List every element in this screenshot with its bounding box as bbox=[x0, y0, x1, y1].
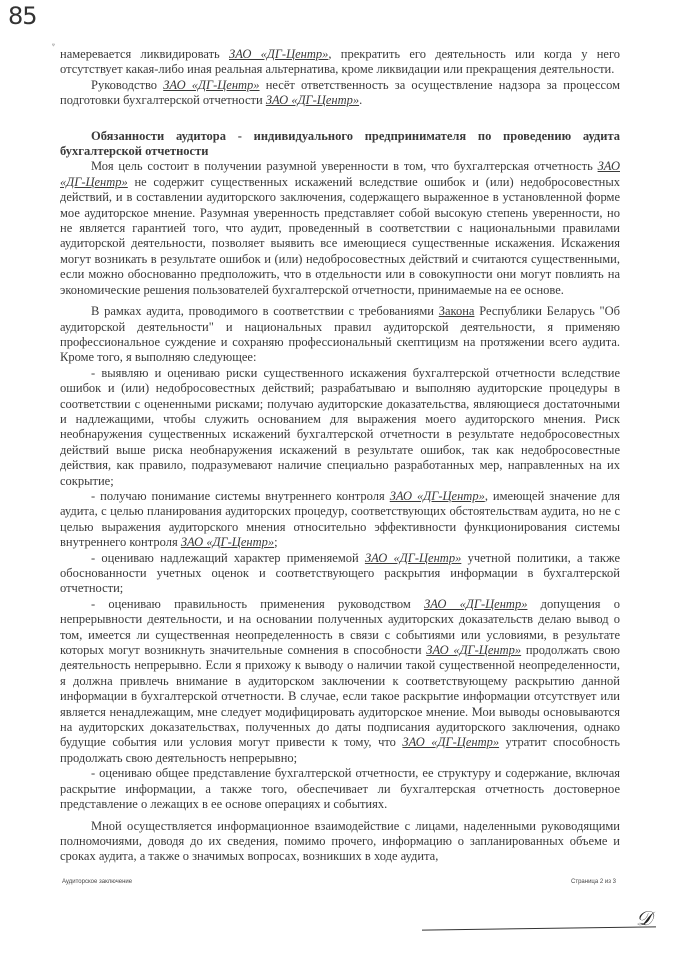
paragraph-audit-scope: В рамках аудита, проводимого в соответствии с требованиями Закона Республики Беларусь "Об аудиторской деятельности" и национальных правил аудиторской деятельности, я применяю профессиональное суждение и сохраняю профессиональный скептицизм на протяжении всего аудита. Кроме того, я выполняю следующее: bbox=[60, 304, 621, 365]
company-name: ЗАО «ДГ-Центр» bbox=[229, 47, 329, 61]
law-link[interactable]: Закона bbox=[438, 304, 475, 319]
footer-document-title: Аудиторское заключение bbox=[62, 879, 133, 885]
bullet-risk-assessment: - выявляю и оцениваю риски существенного искажения бухгалтерской отчетности вследствие ошибок и (или) недобросовестных действий; разрабатываю и выполняю аудиторские процедуры в соответствии с оцененными рисками; получаю аудиторские доказательства, являющиеся достаточными и надлежащими, чтобы служить основанием для выражения моего аудиторского мнения. Риск необнаружения существенных искажений бухгалтерской отчетности в результате недобросовестных действий выше риска необнаружения искажений в результате ошибок, так как недобросовестные действия, как правило, подразумевают наличие специально разработанных мер, направленных на их сокрытие; bbox=[60, 365, 620, 488]
signature-initials: 𝒟 bbox=[636, 906, 652, 930]
document-body bbox=[60, 47, 620, 865]
footer-page-counter: Страница 2 из 3 bbox=[571, 879, 616, 885]
paragraph-audit-goal: Моя цель состоит в получении разумной уверенности в том, что бухгалтерская отчетность ЗАО «ДГ-Центр» не содержит существенных искажений вследствие ошибок и (или) недобросовестных действий, и в составлении аудиторского заключения, содержащего выраженное в установленной форме мое аудиторское мнение. Разумная уверенность представляет собой высокую степень уверенности, но не является гарантией того, что аудит, проведенный в соответствии с национальными правилами аудиторской деятельности, позволяет выявить все имеющиеся существенные искажения. Искажения могут возникать в результате ошибок и (или) недобросовестных действий и считаются существенными, если можно обоснованно предположить, что в отдельности или в совокупности они могут повлиять на экономические решения пользователей бухгалтерской отчетности, принимаемые на ее основе. bbox=[60, 159, 620, 297]
signature-line bbox=[422, 926, 656, 930]
section-heading: Обязанности аудитора - индивидуального предпринимателя по проведению аудита бухгалтерской отчетности bbox=[60, 128, 620, 159]
bullet-accounting-policy: - оцениваю надлежащий характер применяемой ЗАО «ДГ-Центр» учетной политики, а также обоснованности учетных оценок и соответствующего раскрытия информации в бухгалтерской отчетности; bbox=[60, 550, 621, 596]
bullet-internal-control: - получаю понимание системы внутреннего контроля ЗАО «ДГ-Центр», имеющей значение для аудита, с целью планирования аудиторских процедур, соответствующих обстоятельствам аудита, но не с целью выражения аудиторского мнения относительно эффективности функционирования системы внутреннего контроля ЗАО «ДГ-Центр»; bbox=[60, 488, 620, 550]
company-name: ЗАО «ДГ-Центр» bbox=[424, 596, 528, 611]
company-name: ЗАО «ДГ-Центр» bbox=[60, 159, 620, 189]
handwritten-page-number: 85 bbox=[8, 2, 37, 30]
company-name: ЗАО «ДГ-Центр» bbox=[426, 643, 522, 658]
company-name: ЗАО «ДГ-Центр» bbox=[389, 488, 485, 503]
paragraph-communication: Мной осуществляется информационное взаимодействие с лицами, наделенными руководящими полномочиями, доводя до их сведения, помимо прочего, информацию о запланированных объеме и сроках аудита, а также о значимых вопросах, возникших в ходе аудита, bbox=[60, 818, 620, 864]
company-name: ЗАО «ДГ-Центр» bbox=[265, 93, 360, 108]
company-name: ЗАО «ДГ-Центр» bbox=[402, 735, 500, 750]
company-name: ЗАО «ДГ-Центр» bbox=[364, 550, 462, 565]
bullet-presentation: - оцениваю общее представление бухгалтерской отчетности, ее структуру и содержание, включая раскрытие информации, а также того, обеспечивает ли бухгалтерская отчетность достоверное представление о лежащих в ее основе операциях и событиях. bbox=[60, 766, 620, 812]
bullet-going-concern: - оцениваю правильность применения руководством ЗАО «ДГ-Центр» допущения о непрерывности деятельности, и на основании полученных аудиторских доказательств делаю вывод о том, имеется ли существенная неопределенность в связи с событиями или условиями, в результате которых могут возникнуть значительные сомнения в способности ЗАО «ДГ-Центр» продолжать свою деятельность непрерывно. Если я прихожу к выводу о наличии такой существенной неопределенности, я должна привлечь внимание в аудиторском заключении к соответствующему раскрытию данной информации в бухгалтерской отчетности. В случае, если такое раскрытие информации отсутствует или является ненадлежащим, мне следует модифицировать аудиторское мнение. Мои выводы основываются на аудиторских доказательствах, полученных до даты подписания аудиторского заключения, однако будущие события или условия могут привести к тому, что ЗАО «ДГ-Центр» утратит способность продолжать свою деятельность непрерывно; bbox=[60, 596, 621, 765]
company-name: ЗАО «ДГ-Центр» bbox=[180, 535, 275, 550]
company-name: ЗАО «ДГ-Центр» bbox=[163, 77, 260, 92]
paragraph-management-responsibility: Руководство ЗАО «ДГ-Центр» несёт ответственность за осуществление надзора за процессом подготовки бухгалтерской отчетности ЗАО «ДГ-Центр». bbox=[60, 77, 621, 108]
paragraph-liquidation: намеревается ликвидировать ЗАО «ДГ-Центр», прекратить его деятельность или когда у него отсутствует какая-либо иная реальная альтернатива, кроме ликвидации или прекращения деятельности. bbox=[60, 47, 621, 77]
scan-mark: ᵩ bbox=[52, 38, 55, 47]
